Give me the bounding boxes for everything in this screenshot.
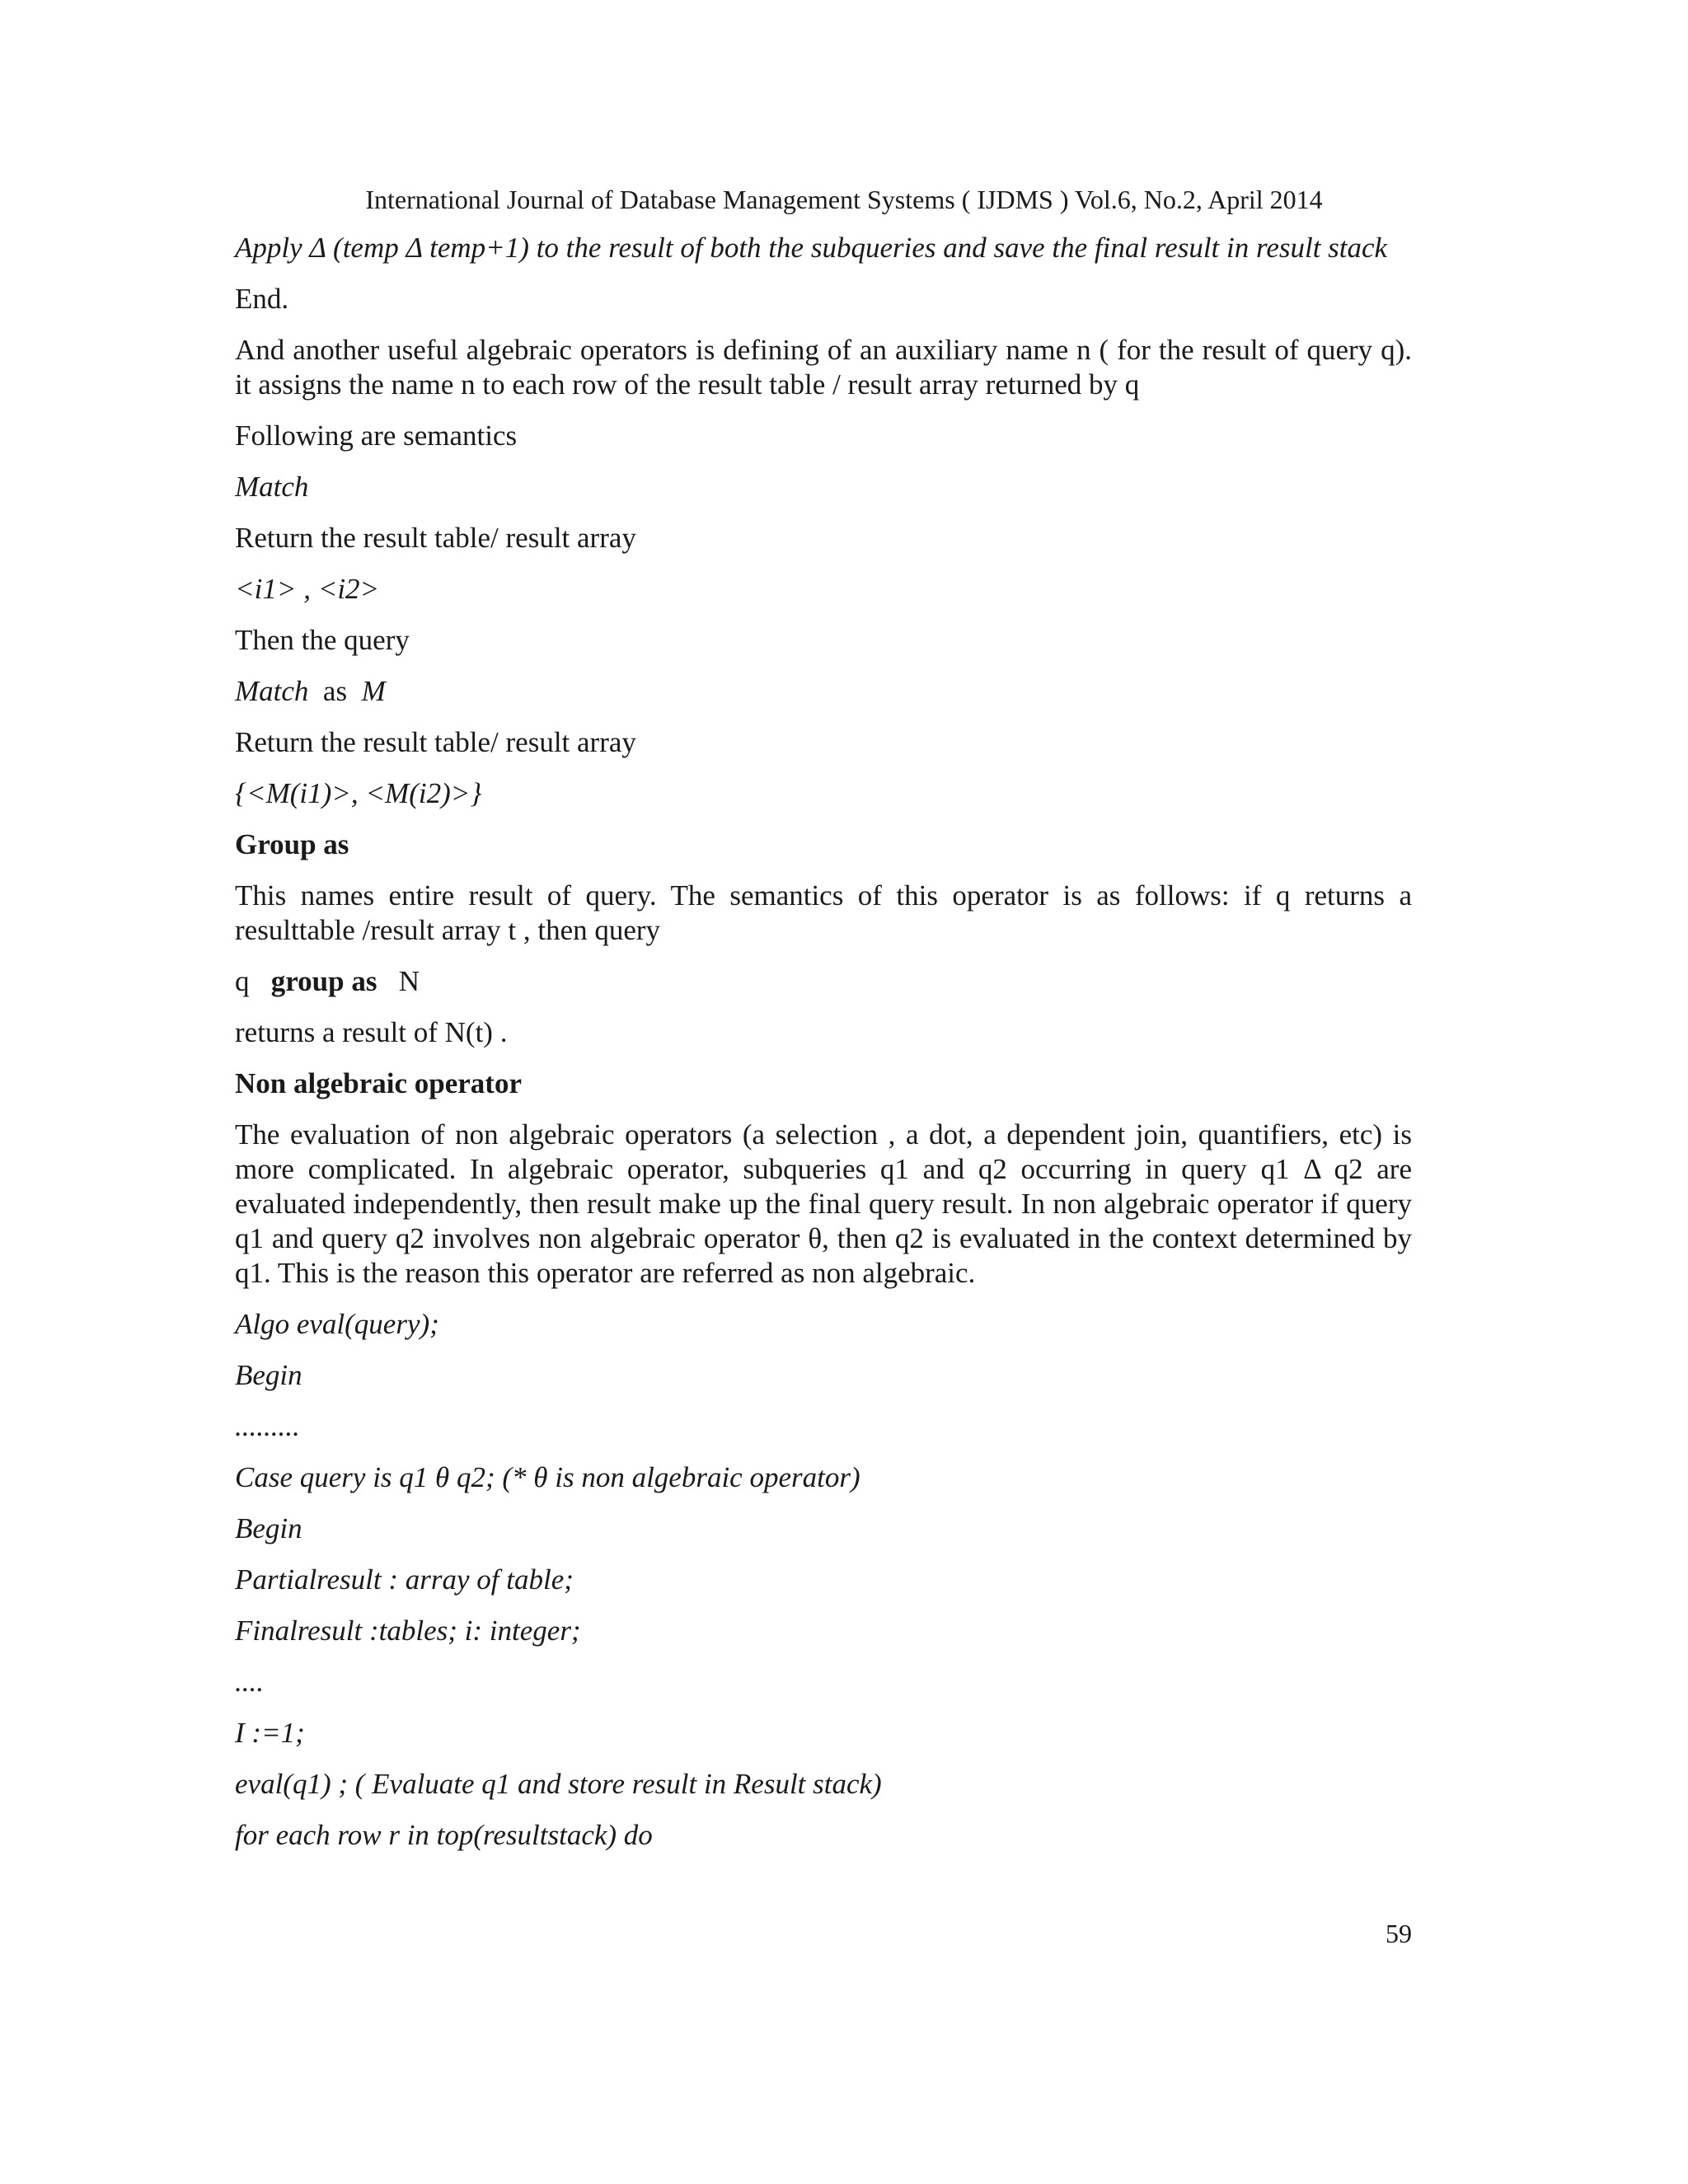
algo-line: Algo eval(query); <box>235 1308 439 1340</box>
algo-line: Finalresult :tables; i: integer; <box>235 1615 581 1647</box>
algo-line: eval(q1) ; ( Evaluate q1 and store result in Result stack) <box>235 1768 882 1800</box>
m-name: M <box>361 675 386 707</box>
items-line: <i1> , <i2> <box>235 573 380 605</box>
return-line-1: Return the result table/ result array <box>235 522 636 554</box>
as-keyword: as <box>322 675 348 707</box>
return-line-2: Return the result table/ result array <box>235 726 636 758</box>
group-as-heading: Group as <box>235 828 349 860</box>
q-group-as-line <box>235 964 1412 999</box>
group-as-keyword: group as <box>270 965 377 997</box>
group-as-paragraph: This names entire result of query. The semantics of this operator is as follows: if q returns a resulttable /result array t , then query <box>235 879 1412 946</box>
algo-line: .... <box>235 1666 264 1698</box>
apply-paragraph: Apply Δ (temp Δ temp+1) to the result of both the subqueries and save the final result in result stack <box>235 232 1388 264</box>
page-number: 59 <box>1386 1919 1412 1948</box>
match-keyword: Match <box>235 675 309 707</box>
page-body <box>235 231 1412 1869</box>
algo-line: Partialresult : array of table; <box>235 1563 574 1596</box>
q-symbol: q <box>235 965 250 997</box>
journal-header: International Journal of Database Management Systems ( IJDMS ) Vol.6, No.2, April 2014 <box>365 185 1323 214</box>
algo-line: for each row r in top(resultstack) do <box>235 1819 653 1851</box>
algo-line: ......... <box>235 1410 300 1442</box>
end-line: End. <box>235 283 289 315</box>
non-algebraic-paragraph: The evaluation of non algebraic operators (a selection , a dot, a dependent join, quantifiers, etc) is more complicated. In algebraic operator, subqueries q1 and q2 occurring in query q1 Δ q2 are evaluated independently, then result make up the final query result. In non algebraic operator if query q1 and query q2 involves non algebraic operator θ, then q2 is evaluated in the context determined by q1. This is the reason this operator are referred as non algebraic. <box>235 1118 1412 1289</box>
algo-line: Case query is q1 θ q2; (* θ is non algebraic operator) <box>235 1461 860 1493</box>
result-set-line: {<M(i1)>, <M(i2)>} <box>235 777 482 809</box>
match-line: Match <box>235 471 309 503</box>
then-query-line: Then the query <box>235 624 410 656</box>
match-as-m-line <box>235 674 1412 709</box>
algo-line: Begin <box>235 1512 302 1544</box>
non-algebraic-heading: Non algebraic operator <box>235 1067 522 1099</box>
returns-nt-line: returns a result of N(t) . <box>235 1016 508 1048</box>
auxiliary-name-paragraph: And another useful algebraic operators is defining of an auxiliary name n ( for the result of query q). it assigns the name n to each row of the result table / result array returned by q <box>235 334 1412 401</box>
algo-line: Begin <box>235 1359 302 1391</box>
n-symbol: N <box>398 965 420 997</box>
semantics-line: Following are semantics <box>235 419 518 452</box>
algo-line: I :=1; <box>235 1717 305 1749</box>
